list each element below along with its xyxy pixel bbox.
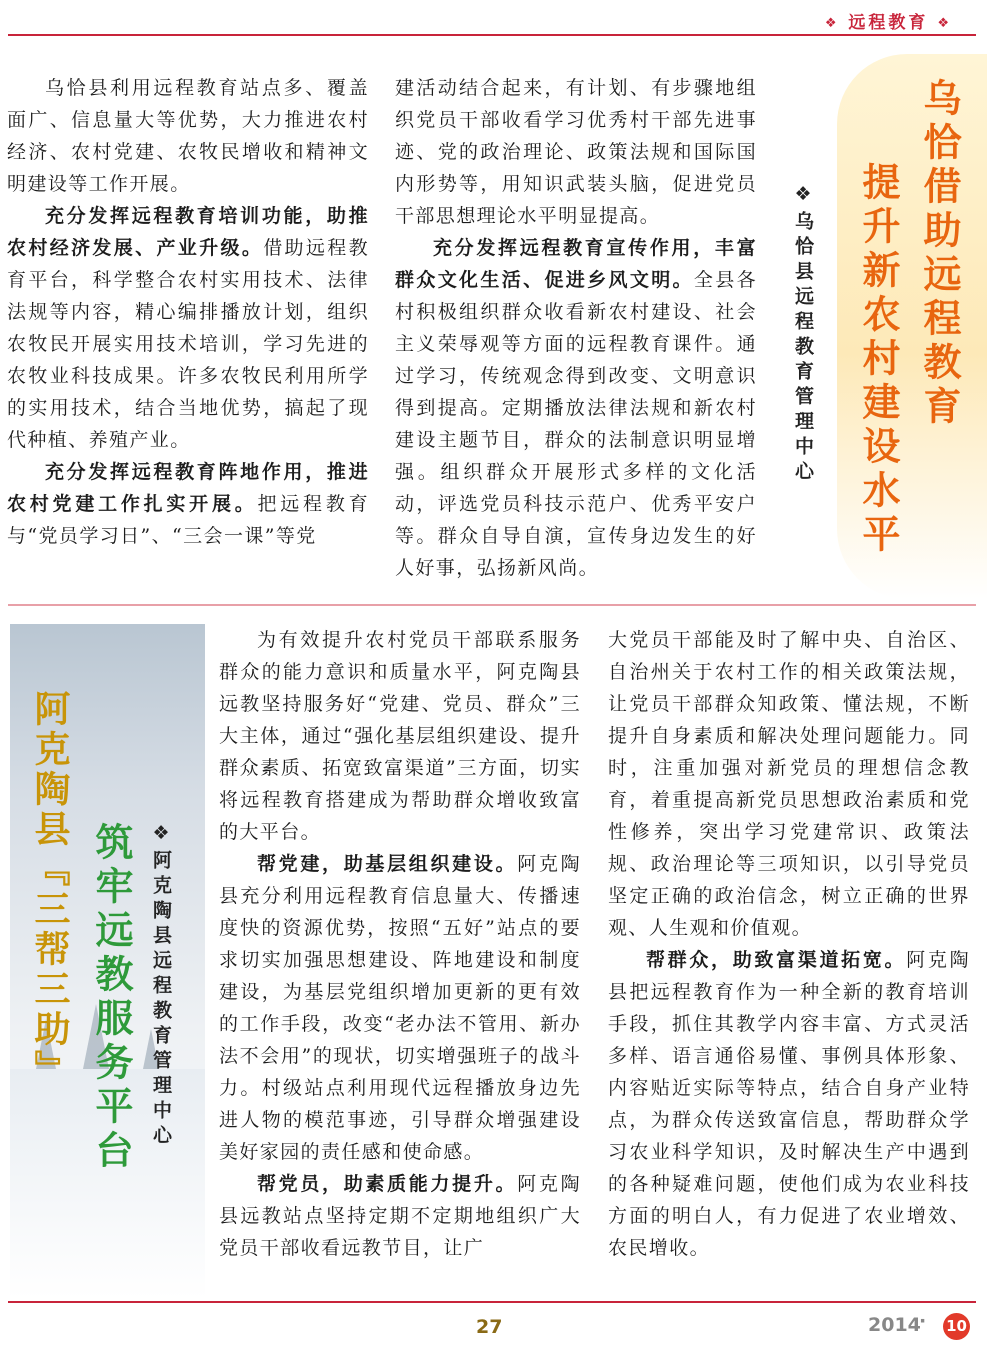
article2-title-line2: 筑牢远教服务平台 [89, 822, 133, 1174]
paragraph: 建活动结合起来，有计划、有步骤地组织党员干部收看学习优秀村干部先进事迹、党的政治理论、政策法规和国际国内形势等，用知识武装头脑，促进党员干部思想理论水平明显提高。 [395, 77, 757, 227]
paragraph [395, 232, 757, 584]
paragraph [7, 200, 369, 456]
issue-separator: · [919, 1310, 927, 1332]
paragraph: 为有效提升农村党员干部联系服务群众的能力意识和质量水平，阿克陶县远教坚持服务好“党建、党员、群众”三大主体，通过“强化基层组织建设、提升群众素质、拓宽致富渠道”三方面，切实将远程教育搭建成为帮助群众增收致富的大平台。 [219, 629, 581, 843]
paragraph-lead: 帮党员，助素质能力提升。 [257, 1173, 518, 1195]
article1-column1 [7, 72, 369, 552]
paragraph: 乌恰县利用远程教育站点多、覆盖面广、信息量大等优势，大力推进农村经济、农村党建、农牧民增收和精神文明建设等工作开展。 [7, 77, 369, 195]
header-section-title [825, 8, 952, 33]
paragraph-body: 阿克陶县把远程教育作为一种全新的教育培训手段，抓住其教学内容丰富、方式灵活多样、语言通俗易懂、事例具体形象、内容贴近实际等特点，结合自身产业特点，为群众传送致富信息，帮助群众学习农业科学知识，及时解决生产中遇到的各种疑难问题，使他们成为农业科技方面的明白人，有力促进了农业增效、农民增收。 [608, 949, 970, 1259]
diamond-ornament-icon: ❖ [937, 16, 952, 31]
paragraph [219, 1168, 581, 1264]
paragraph [219, 848, 581, 1168]
issue-year: 2014 [868, 1314, 921, 1336]
page-number: 27 [476, 1316, 503, 1338]
article1-column2 [395, 72, 757, 584]
article2-author: ❖阿克陶县远程教育管理中心 [150, 822, 172, 1150]
article1-title-line2: 提升新农村建设水平 [856, 162, 900, 558]
header-rule [8, 34, 976, 36]
paragraph-lead: 帮党建，助基层组织建设。 [257, 853, 518, 875]
paragraph-body: 阿克陶县远教站点坚持定期不定期地组织广大党员干部收看远教节目，让广 [219, 1173, 581, 1259]
paragraph [608, 944, 970, 1264]
issue-number-badge: 10 [943, 1313, 970, 1340]
paragraph-body: 把远程教育与“党员学习日”、“三会一课”等党 [7, 493, 369, 547]
paragraph-body: 全县各村积极组织群众收看新农村建设、社会主义荣辱观等方面的远程教育课件。通过学习，传统观念得到改变、文明意识得到提高。定期播放法律法规和新农村建设主题节目，群众的法制意识明显增强。组织群众开展形式多样的文化活动，评选党员科技示范户、优秀平安户等。群众自导自演，宣传身边发生的好人好事，弘扬新风尚。 [395, 269, 757, 579]
paragraph: 大党员干部能及时了解中央、自治区、自治州关于农村工作的相关政策法规，让党员干部群众知政策、懂法规，不断提升自身素质和解决处理问题能力。同时，注重加强对新党员的理想信念教育，着重提高新党员思想政治素质和党性修养，突出学习党建常识、政策法规、政治理论等三项知识，以引导党员坚定正确的政治信念，树立正确的世界观、人生观和价值观。 [608, 629, 970, 939]
article2-column1 [219, 624, 581, 1264]
paragraph-lead: 充分发挥远程教育阵地作用，推进农村党建工作扎实开展。 [7, 461, 369, 515]
article1-title-line1: 乌恰借助远程教育 [917, 78, 961, 430]
paragraph-body: 阿克陶县充分利用远程教育信息量大、传播速度快的资源优势，按照“五好”站点的要求切实加强思想建设、阵地建设和制度建设，为基层党组织增加更新的更有效的工作手段，改变“老办法不管用、新办法不会用”的现状，切实增强班子的战斗力。村级站点利用现代远程播放身边先进人物的模范事迹，引导群众增强建设美好家园的责任感和使命感。 [219, 853, 581, 1163]
article2-title-line1: 阿克陶县『三帮三助』 [29, 690, 70, 1090]
paragraph-body: 借助远程教育平台，科学整合农村实用技术、法律法规等内容，精心编排播放计划，组织农牧民开展实用技术培训，学习先进的农牧业科技成果。许多农牧民利用所学的实用技术，结合当地优势，搞起了现代种植、养殖产业。 [7, 237, 369, 451]
footer-rule [8, 1301, 976, 1303]
article1-author: ❖乌恰县远程教育管理中心 [792, 183, 814, 486]
paragraph-lead: 充分发挥远程教育宣传作用，丰富群众文化生活、促进乡风文明。 [395, 237, 757, 291]
paragraph [7, 456, 369, 552]
header-section-label: 远程教育 [848, 13, 929, 33]
article2-column2 [608, 624, 970, 1264]
paragraph-lead: 帮群众，助致富渠道拓宽。 [646, 949, 907, 971]
diamond-ornament-icon: ❖ [824, 16, 840, 31]
paragraph-lead: 充分发挥远程教育培训功能，助推农村经济发展、产业升级。 [7, 205, 369, 259]
article-divider [8, 604, 976, 606]
